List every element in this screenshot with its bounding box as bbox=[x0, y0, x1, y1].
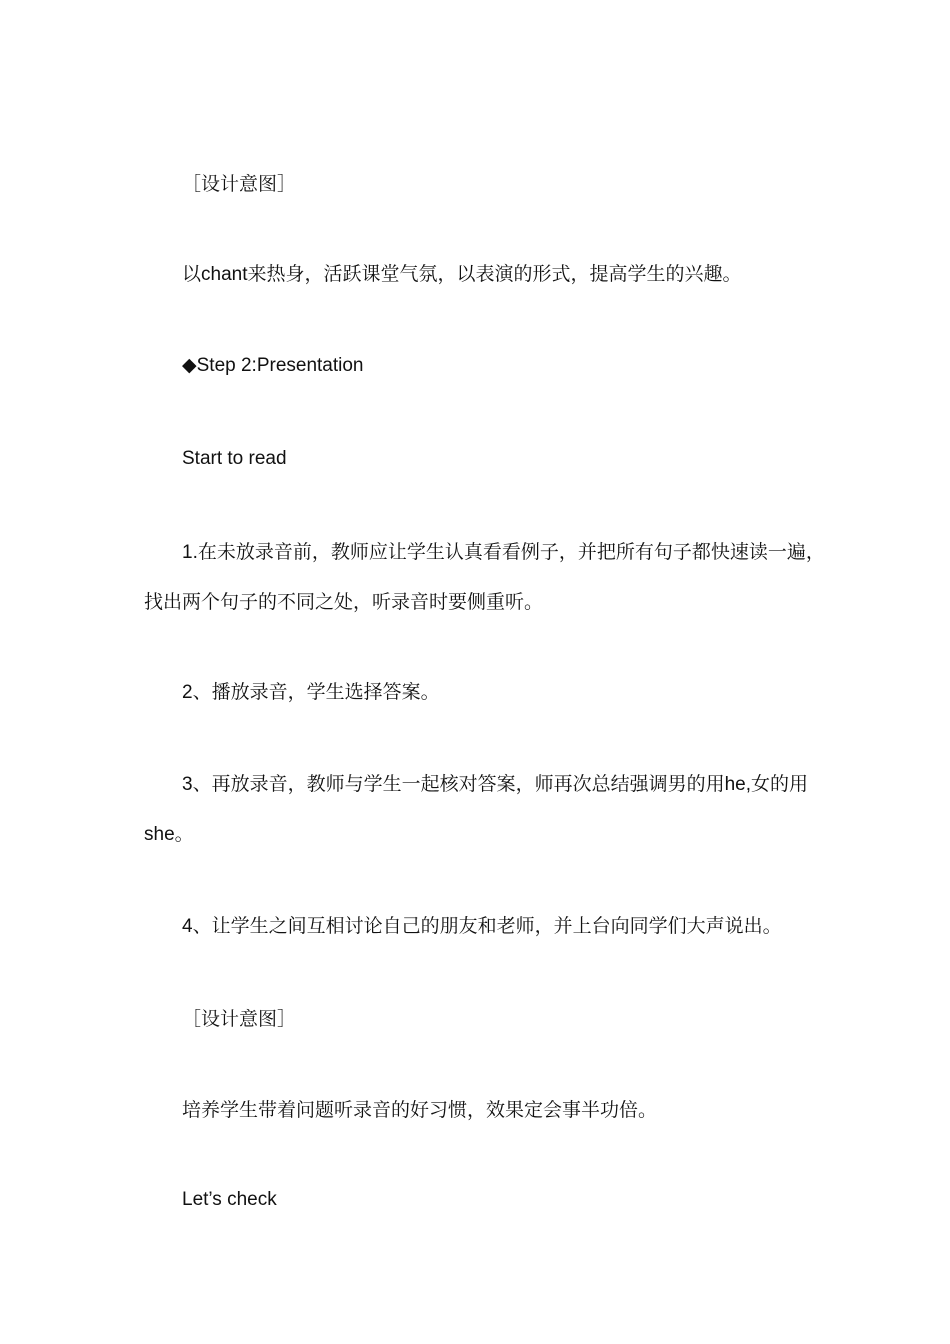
step-heading-text: ◆Step 2:Presentation bbox=[182, 355, 364, 376]
list-item-2-text: 、播放录音，学生选择答案。 bbox=[192, 681, 440, 703]
list-item-1-number: 1. bbox=[182, 542, 198, 563]
step-heading bbox=[182, 354, 364, 378]
list-item-3-number: 3 bbox=[182, 774, 193, 795]
list-item-3-text-1a: 、再放录音，教师与学生一起核对答案，师再次总结强调男的用 bbox=[192, 773, 725, 795]
habit-text: 培养学生带着问题听录音的好习惯，效果定会事半功倍。 bbox=[182, 1099, 658, 1121]
list-item-4-number: 4 bbox=[182, 916, 193, 937]
warmup-text-chant: chant bbox=[201, 264, 248, 285]
design-intent-heading-2-text: ［设计意图］ bbox=[182, 1008, 297, 1030]
list-item-3-he: he, bbox=[724, 774, 752, 795]
list-item-1-line-1 bbox=[182, 540, 825, 565]
warmup-paragraph bbox=[182, 262, 742, 287]
design-intent-heading-2 bbox=[182, 1007, 296, 1031]
design-intent-heading-text: ［设计意图］ bbox=[182, 173, 297, 195]
list-item-1-text-1: 在未放录音前，教师应让学生认真看看例子，并把所有句子都快速读一遍， bbox=[197, 541, 825, 563]
list-item-3-line-2 bbox=[144, 822, 194, 847]
start-to-read-text: Start to read bbox=[182, 448, 287, 469]
list-item-4 bbox=[182, 914, 782, 939]
warmup-text-post: 来热身，活跃课堂气氛，以表演的形式，提高学生的兴趣。 bbox=[247, 263, 742, 285]
start-to-read-heading bbox=[182, 447, 287, 471]
list-item-2-number: 2 bbox=[182, 682, 193, 703]
list-item-2 bbox=[182, 680, 440, 705]
list-item-4-text: 、让学生之间互相讨论自己的朋友和老师，并上台向同学们大声说出。 bbox=[192, 915, 782, 937]
list-item-3-end: 。 bbox=[174, 823, 194, 845]
warmup-text-pre: 以 bbox=[182, 263, 202, 285]
list-item-1-line-2 bbox=[144, 590, 543, 614]
list-item-1-text-2: 找出两个句子的不同之处，听录音时要侧重听。 bbox=[144, 591, 544, 613]
habit-paragraph bbox=[182, 1098, 657, 1122]
lets-check-text: Let’s check bbox=[182, 1189, 277, 1210]
list-item-3-she: she bbox=[144, 824, 175, 845]
list-item-3-line-1 bbox=[182, 772, 808, 797]
lets-check-heading bbox=[182, 1188, 277, 1212]
list-item-3-text-1b: 女的用 bbox=[751, 773, 809, 795]
design-intent-heading bbox=[182, 172, 296, 196]
